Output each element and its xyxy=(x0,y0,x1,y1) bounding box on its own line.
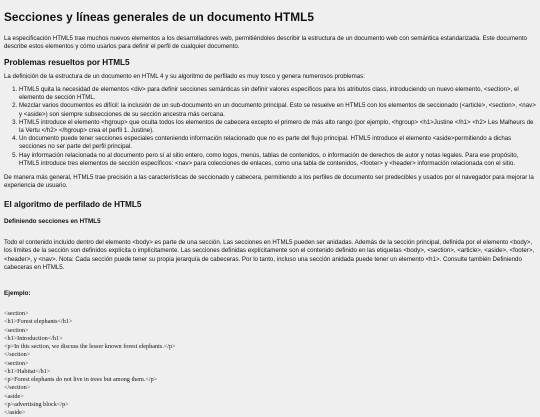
problem-item: 3. HTML5 introduce el elemento <hgroup> que oculta todos los elementos de cabecera excepto el primero de más alto rango (por ejemplo, <hgroup> <h1>Justine </h1> <h2> Les Malheurs de la Vertu </h2> </hgroup> crea el perfil 1. Justine). xyxy=(19,119,536,135)
problem-item: 2. Mezclar varios documentos es difícil: la inclusión de un sub-documento en un documento principal. Esto se resuelve en HTML5 con los elementos de seccionado (<article>, <section>, <nav> y <aside>) son siempre subsecciones de su sección ancestra más cercana. xyxy=(19,102,536,118)
document-page xyxy=(4,2,536,417)
sections-subheading: Definiendo secciones en HTML5 xyxy=(4,217,101,225)
example-label: Ejemplo: xyxy=(4,289,31,297)
problems-closing: De manera más general, HTML5 trae precisión a las características de seccionado y cabecera, permitiendo a los perfiles de documento ser predecibles y usados por el navegador para mejorar la experiencia de usuario. xyxy=(4,174,534,190)
problem-item: 4. Un documento puede tener secciones especiales conteniendo información relacionado que no es parte del flujo principal. HTML5 introduce el elemento <aside>permitiendo a dichas secciones no ser parte del perfil principal. xyxy=(19,135,536,151)
code-example xyxy=(4,310,536,417)
code-line: <aside> xyxy=(4,392,24,400)
code-line: <p>In this section, we discuss the lesser known forest elephants.</p> xyxy=(4,343,176,351)
code-line: <h1>Introduction</h1> xyxy=(4,334,63,342)
intro-paragraph: La especificación HTML5 trae muchos nuevos elementos a los desarrolladores web, permitiéndoles describir la estructura de un documento web con semántica estandarizada. Este documento describe estos elementos y cómo usarlos para definir el perfil de cualquier documento. xyxy=(4,34,527,51)
problem-item: 5. Hay información relacionada no al documento pero sí al sitio entero, como logos, menús, tablas de contenidos, o información de derechos de autor y notas legales. Para ese propósito, HTML5 introduce tres elementos de sección específicos: <nav> para colecciones de enlaces, como una tabla de contenidos, <footer> y <header> información relacionada con el sitio. xyxy=(19,152,536,168)
code-line: <p>advertising block</p> xyxy=(4,400,69,408)
problem-item: 1. HTML5 quita la necesidad de elementos <div> para definir secciones semánticas sin definir valores específicos para los atributos class, introduciendo un nuevo elemento, <section>, el elemento de sección HTML. xyxy=(19,86,536,102)
algorithm-heading: El algoritmo de perfilado de HTML5 xyxy=(4,200,142,210)
problems-list xyxy=(4,86,536,168)
code-line: </aside> xyxy=(4,409,26,417)
code-line: <h1>Forest elephants</h1> xyxy=(4,318,73,326)
sections-paragraph: Todo el contenido incluido dentro del elemento <body> es parte de una sección. Las secciones en HTML5 pueden ser anidadas. Además de la sección principal, definida por el elemento <body>, los límites de la sección son definidos explícita o implícitamente. Las secciones definidas explícitamente son el contenido definido en las etiquetas <body>, <section>, <article>, <aside>, <footer>, <header>, y <nav>. Nota: Cada sección puede tener su propia jerarquía de cabeceras. Por lo tanto, incluso una sección anidada puede tener un elemento <h1>. Consulte también Definiendo cabeceras en HTML5. xyxy=(4,239,535,271)
code-line: <section> xyxy=(4,326,29,334)
code-line: <p>Forest elephants do not live in trees but among them.</p> xyxy=(4,376,158,384)
code-line: </section> xyxy=(4,351,31,359)
page-title: Secciones y líneas generales de un documento HTML5 xyxy=(4,10,314,24)
code-line: <section> xyxy=(4,310,29,318)
problems-intro: La definición de la estructura de un documento en HTML 4 y su algoritmo de perfilado es muy tosco y genera numerosos problemas: xyxy=(4,72,365,80)
code-line: <h1>Habitat</h1> xyxy=(4,367,51,375)
code-line: <section> xyxy=(4,359,29,367)
code-line: </section> xyxy=(4,384,31,392)
problems-heading: Problemas resueltos por HTML5 xyxy=(4,58,130,68)
